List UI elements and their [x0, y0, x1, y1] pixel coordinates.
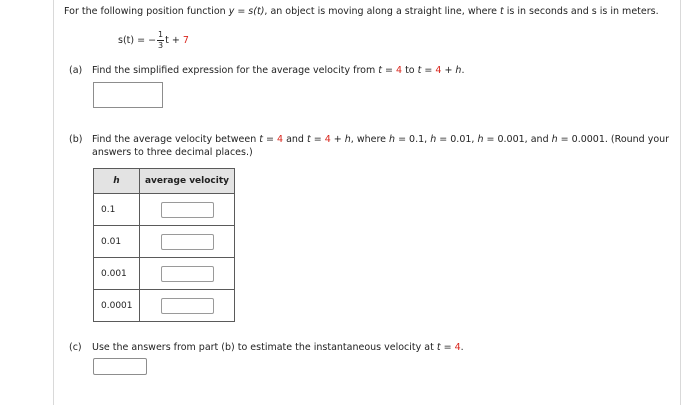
velocity-input-0.0001[interactable]: [161, 298, 214, 314]
h-value: 0.01: [94, 226, 140, 258]
position-function: s(t) = − $\frac{1}{3}$ t + 7: [118, 30, 189, 50]
left-page-border: [53, 0, 54, 405]
velocity-cell: [140, 226, 235, 258]
part-a-answer-input[interactable]: [93, 82, 163, 108]
problem-intro: For the following position function y = s(t), an object is moving along a straight line, where t is in seconds and s is in meters.: [64, 6, 659, 17]
h-value: 0.1: [94, 194, 140, 226]
velocity-table: [93, 168, 235, 322]
velocity-cell: [140, 290, 235, 322]
velocity-input-0.001[interactable]: [161, 266, 214, 282]
table-row: [94, 290, 235, 322]
velocity-cell: [140, 194, 235, 226]
table-row: [94, 226, 235, 258]
h-value: 0.0001: [94, 290, 140, 322]
right-page-border: [680, 0, 681, 405]
velocity-input-0.1[interactable]: [161, 202, 214, 218]
h-value: 0.001: [94, 258, 140, 290]
column-header-h: h: [94, 169, 140, 194]
part-b-question-line2: answers to three decimal places.): [92, 147, 253, 158]
table-row: [94, 194, 235, 226]
part-a-label: (a): [69, 65, 83, 76]
part-b-label: (b): [69, 134, 83, 145]
part-c-question: Use the answers from part (b) to estimate the instantaneous velocity at t = 4.: [92, 342, 464, 353]
fraction: $\frac{1}{3}$: [158, 30, 164, 50]
part-c-answer-input[interactable]: [93, 358, 147, 375]
velocity-cell: [140, 258, 235, 290]
table-row: [94, 258, 235, 290]
velocity-input-0.01[interactable]: [161, 234, 214, 250]
part-c-label: (c): [69, 342, 82, 353]
table-header-row: [94, 169, 235, 194]
part-b-question-line1: Find the average velocity between t = 4 and t = 4 + h, where h = 0.1, h = 0.01, h = 0.001, and h = 0.0001. (Round your: [92, 134, 670, 145]
column-header-average-velocity: average velocity: [140, 169, 235, 194]
part-a-question: Find the simplified expression for the average velocity from t = 4 to t = 4 + h.: [92, 65, 465, 76]
